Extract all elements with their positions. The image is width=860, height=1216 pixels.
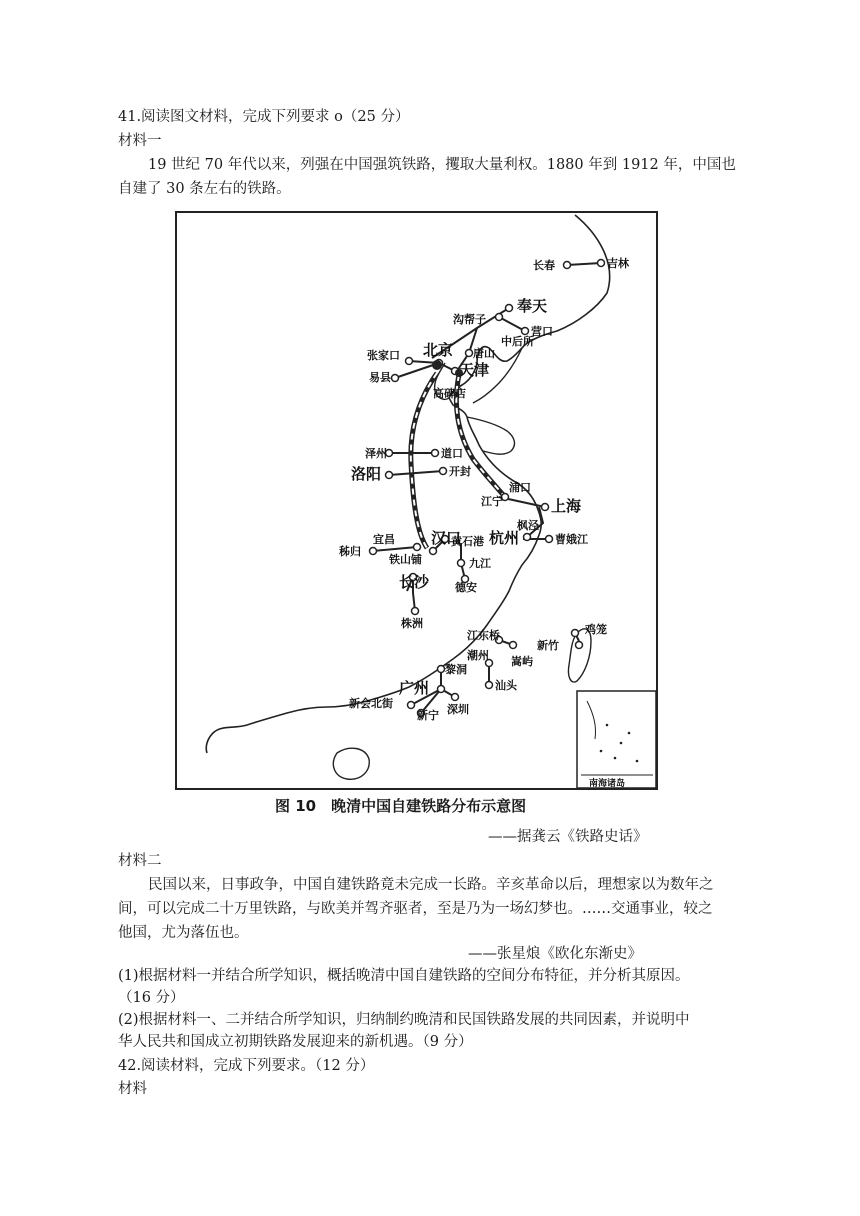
label-shantou: 汕头 [495,679,517,692]
figure-caption: 图 10 晚清中国自建铁路分布示意图 [275,797,527,815]
label-zezhou: 泽州 [365,447,387,460]
label-limu: 黎洞 [445,663,467,676]
label-shanghai: 上海 [551,497,582,515]
label-tieshanpu: 铁山铺 [389,553,422,566]
label-shenzhen: 深圳 [447,703,469,716]
label-xinhuibeijie: 新会北街 [349,697,393,710]
material2-text-cont1: 间，可以完成二十万里铁路，与欧美并驾齐驱者，至是乃为一场幻梦也。……交通事业，较之 [118,901,713,917]
label-xinning: 新宁 [417,709,439,722]
label-tangshan: 唐山 [473,347,495,360]
label-tianjin: 天津 [459,361,490,379]
label-luoyang: 洛阳 [351,465,382,483]
coastline [206,215,609,753]
label-jilong: 鸡笼 [585,623,607,636]
taiwan-island [568,629,591,682]
task2-text: (2)根据材料一、二并结合所学知识，归纳制约晚清和民国铁路发展的共同因素，并说明中 [118,1012,690,1028]
material1-label: 材料一 [118,133,162,149]
label-zhangjiakou: 张家口 [367,349,400,362]
label-songyu: 嵩屿 [511,655,533,668]
label-dean: 德安 [455,581,477,594]
figure-source: ——据龚云《铁路史话》 [488,829,648,845]
task2-text-cont: 华人民共和国成立初期铁路发展迎来的新机遇。（9 分） [118,1034,473,1050]
label-zhonghousuo: 中后所 [501,335,534,348]
label-goubangzi: 沟帮子 [453,313,486,326]
label-huangshigang: 黄石港 [451,535,484,548]
material1-text-cont: 自建了 30 条左右的铁路。 [118,181,291,197]
label-kaifeng: 开封 [449,465,471,478]
material2-text-cont2: 他国，尤为落伍也。 [118,925,249,941]
hainan-island [333,748,369,779]
label-hangzhou: 杭州 [489,529,520,547]
label-chaozhou: 潮州 [467,649,489,662]
label-guangzhou: 广州 [399,679,430,697]
map-drawing [177,213,656,788]
task1-text: (1)根据材料一并结合所学知识，概括晚清中国自建铁路的空间分布特征，并分析其原因。 [118,968,690,984]
label-caoejiang: 曹娥江 [555,533,588,546]
material2-text: 民国以来，日事政争，中国自建铁路竟未完成一长路。辛亥革命以后，理想家以为数年之 [148,877,714,893]
label-changchun: 长春 [533,259,555,272]
label-zigui: 秭归 [339,545,361,558]
q42-header: 42.阅读材料，完成下列要求。（12 分） [118,1058,375,1074]
label-fengjing: 枫泾 [517,519,539,532]
label-fengtian: 奉天 [517,297,548,315]
label-daokou: 道口 [441,447,463,460]
q42-material-label: 材料 [118,1081,147,1097]
material2-source: ——张星烺《欧化东渐史》 [468,946,642,962]
label-beijing: 北京 [423,341,454,359]
material2-label: 材料二 [118,853,162,869]
label-yixian: 易县 [369,371,391,384]
label-pukou: 浦口 [509,481,531,494]
material1-text: 19 世纪 70 年代以来，列强在中国强筑铁路，攫取大量利权。1880 年到 1912 年，中国也 [148,157,736,173]
railway-map [175,211,658,790]
label-yingkou: 营口 [531,325,553,338]
label-hankou: 汉口 [431,529,462,547]
label-jiangdongqiao: 江东桥 [467,629,500,642]
task1-points: （16 分） [118,990,185,1006]
q41-header: 41.阅读图文材料，完成下列要求 o（25 分） [118,109,410,125]
label-jiangning: 江宁 [481,495,503,508]
label-changsha: 长沙 [399,573,430,591]
inset-label: 南海诸岛 [589,779,626,788]
label-zhuzhou: 株洲 [401,617,423,630]
label-yichang: 宜昌 [373,533,395,546]
label-jilin: 吉林 [607,257,629,270]
label-gaobeidian: 高碑店 [433,387,466,400]
label-xinzhu: 新竹 [537,639,559,652]
label-jiujiang: 九江 [469,557,491,570]
